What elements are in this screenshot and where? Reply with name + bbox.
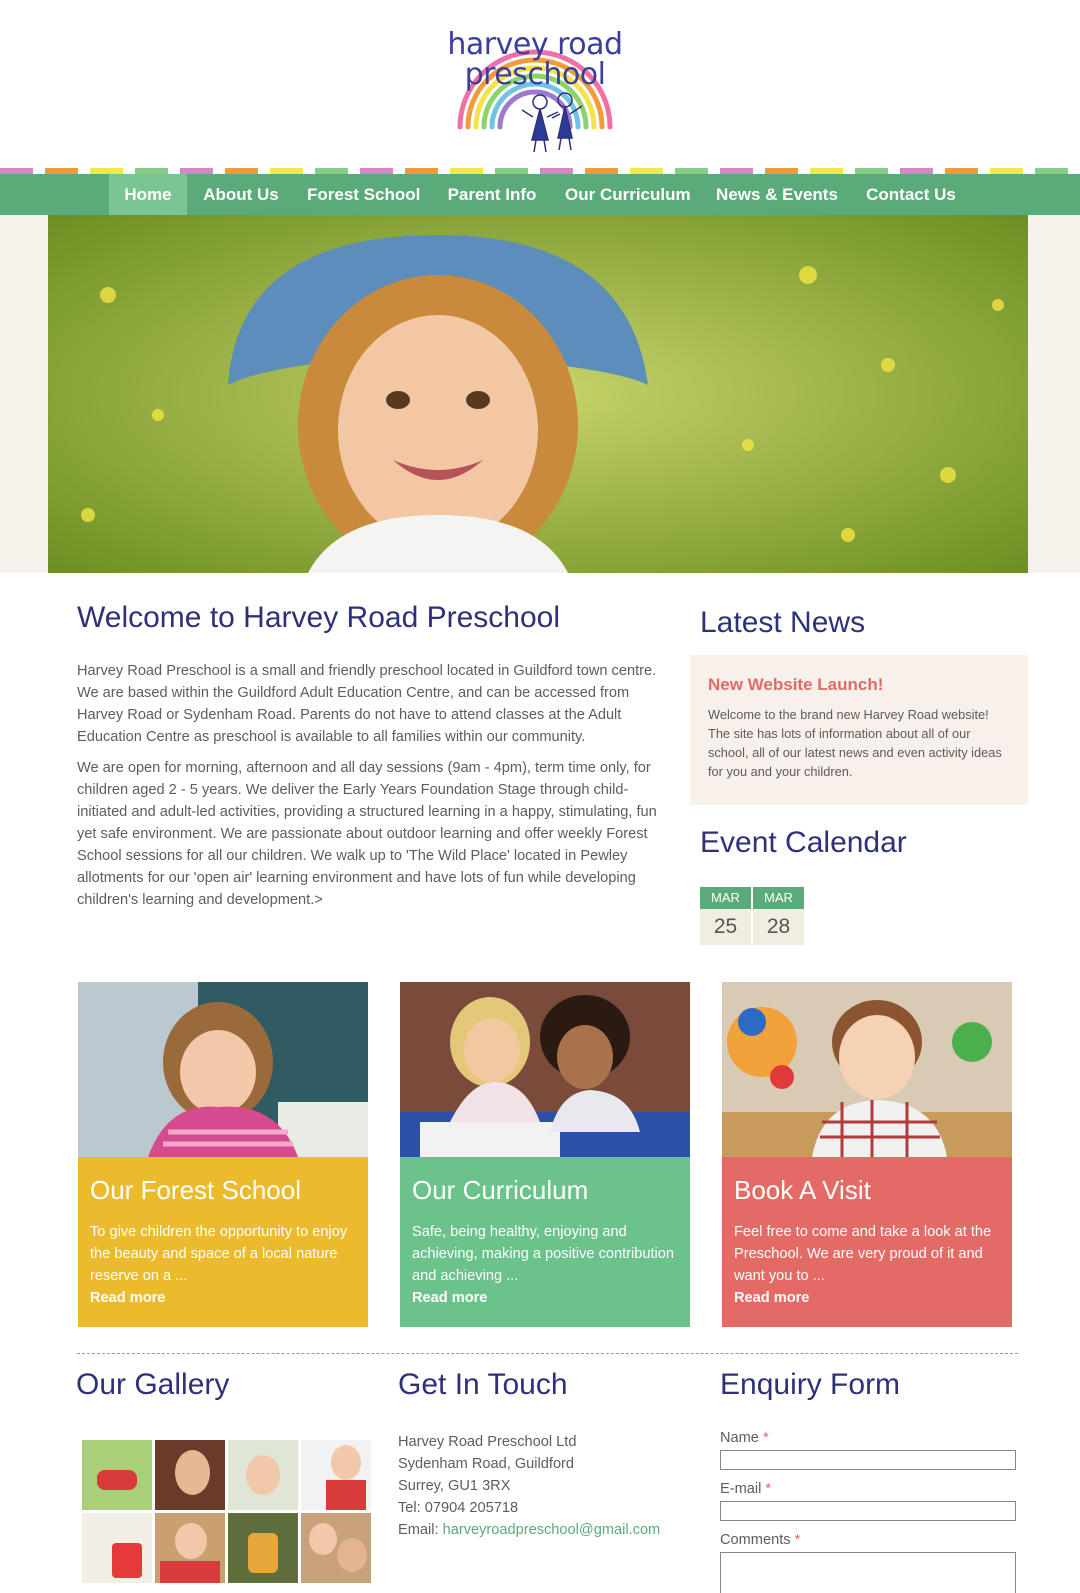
calendar-month: MAR — [753, 887, 804, 909]
enquiry-form-heading: Enquiry Form — [720, 1368, 901, 1401]
gallery-thumbnail[interactable] — [228, 1440, 298, 1510]
contact-phone: Tel: 07904 205718 — [398, 1500, 519, 1516]
contact-details — [398, 1431, 660, 1541]
calendar-date[interactable] — [700, 887, 751, 945]
nav-parent-info[interactable]: Parent Info — [447, 185, 537, 204]
card-title: Our Curriculum — [412, 1175, 589, 1205]
card-image-curriculum — [400, 982, 690, 1157]
card-book-a-visit[interactable] — [722, 982, 1012, 1327]
email-label-text: E-mail — [720, 1481, 762, 1497]
nav-home[interactable]: Home — [109, 174, 187, 215]
contact-address-line: Surrey, GU1 3RX — [398, 1478, 511, 1494]
logo-text-line2: preschool — [464, 57, 606, 92]
card-body — [78, 1157, 368, 1327]
news-card — [690, 655, 1028, 805]
welcome-title: Welcome to Harvey Road Preschool — [77, 601, 560, 634]
calendar-day: 28 — [753, 909, 804, 945]
logo-text-line1: harvey road — [447, 27, 623, 62]
read-more-link[interactable]: Read more — [734, 1290, 810, 1306]
card-image-book-a-visit — [722, 982, 1012, 1157]
site-logo[interactable] — [430, 22, 640, 160]
card-curriculum[interactable] — [400, 982, 690, 1327]
contact-email-label: Email: — [398, 1522, 443, 1538]
read-more-link[interactable]: Read more — [90, 1290, 166, 1306]
card-forest-school[interactable] — [78, 982, 368, 1327]
email-label — [720, 1481, 771, 1497]
hero-image — [48, 215, 1028, 573]
name-label-text: Name — [720, 1430, 759, 1446]
calendar-day: 25 — [700, 909, 751, 945]
contact-email-row — [398, 1519, 660, 1541]
required-marker: * — [794, 1532, 801, 1548]
nav-contact-us[interactable]: Contact Us — [866, 185, 956, 204]
section-divider — [77, 1353, 1018, 1354]
card-title: Book A Visit — [734, 1175, 871, 1205]
latest-news-heading: Latest News — [700, 606, 866, 639]
contact-address-line: Sydenham Road, Guildford — [398, 1456, 575, 1472]
email-field[interactable] — [720, 1501, 1016, 1521]
card-description: Safe, being healthy, enjoying and achieving, making a positive contribution and achieving ... — [412, 1224, 675, 1284]
card-title: Our Forest School — [90, 1175, 301, 1205]
gallery-thumbnail[interactable] — [228, 1513, 298, 1583]
event-calendar-heading: Event Calendar — [700, 826, 907, 859]
card-body — [400, 1157, 690, 1327]
calendar-date[interactable] — [753, 887, 804, 945]
card-image-forest-school — [78, 982, 368, 1157]
welcome-paragraph-2: We are open for morning, afternoon and all day sessions (9am - 4pm), term time only, for children aged 2 - 5 years. We deliver the Early Years Foundation Stage through child-initiated and adult-led activities, providing a structured learning in a happy, stimulating, fun yet safe environment. We are passionate about outdoor learning and offer weekly Forest School sessions for all our children. We walk up to 'The Wild Place' located in Pewley allotments for our 'open air' learning environment and have lots of fun while developing children's learning and development.> — [77, 760, 657, 908]
nav-news-events[interactable]: News & Events — [716, 185, 838, 204]
contact-company: Harvey Road Preschool Ltd — [398, 1434, 577, 1450]
gallery-thumbnail[interactable] — [301, 1513, 371, 1583]
contact-email-link[interactable]: harveyroadpreschool@gmail.com — [442, 1522, 661, 1538]
card-description: Feel free to come and take a look at the Preschool. We are very proud of it and want you to ... — [734, 1224, 992, 1284]
main-nav — [0, 174, 1080, 215]
gallery-thumbnail[interactable] — [155, 1513, 225, 1583]
name-field[interactable] — [720, 1450, 1016, 1470]
name-label — [720, 1430, 769, 1446]
gallery-thumbnail[interactable] — [82, 1513, 152, 1583]
get-in-touch-heading: Get In Touch — [398, 1368, 568, 1401]
card-description: To give children the opportunity to enjoy the beauty and space of a local nature reserve on a ... — [90, 1224, 348, 1284]
calendar-month: MAR — [700, 887, 751, 909]
comments-label-text: Comments — [720, 1532, 791, 1548]
comments-field[interactable] — [720, 1552, 1016, 1593]
gallery-thumbnail[interactable] — [155, 1440, 225, 1510]
card-body — [722, 1157, 1012, 1327]
gallery-thumbnail[interactable] — [82, 1440, 152, 1510]
gallery-heading: Our Gallery — [76, 1368, 230, 1401]
nav-forest-school[interactable]: Forest School — [307, 185, 421, 204]
news-item-title[interactable]: New Website Launch! — [708, 675, 884, 694]
read-more-link[interactable]: Read more — [412, 1290, 488, 1306]
required-marker: * — [763, 1430, 769, 1446]
news-item-body: Welcome to the brand new Harvey Road website! The site has lots of information about all of our school, all of our latest news and even activity ideas for you and your children. — [708, 707, 1002, 779]
nav-about-us[interactable]: About Us — [203, 185, 279, 204]
gallery-thumbnail[interactable] — [301, 1440, 371, 1510]
nav-our-curriculum[interactable]: Our Curriculum — [565, 185, 691, 204]
required-marker: * — [765, 1481, 772, 1497]
welcome-paragraph-1: Harvey Road Preschool is a small and friendly preschool located in Guildford town centre. We are based within the Guildford Adult Education Centre, and can be accessed from Harvey Road or Sydenham Road. Parents do not have to attend classes at the Adult Education Centre as preschool is available to all families within our community. — [77, 663, 657, 745]
comments-label — [720, 1532, 800, 1548]
